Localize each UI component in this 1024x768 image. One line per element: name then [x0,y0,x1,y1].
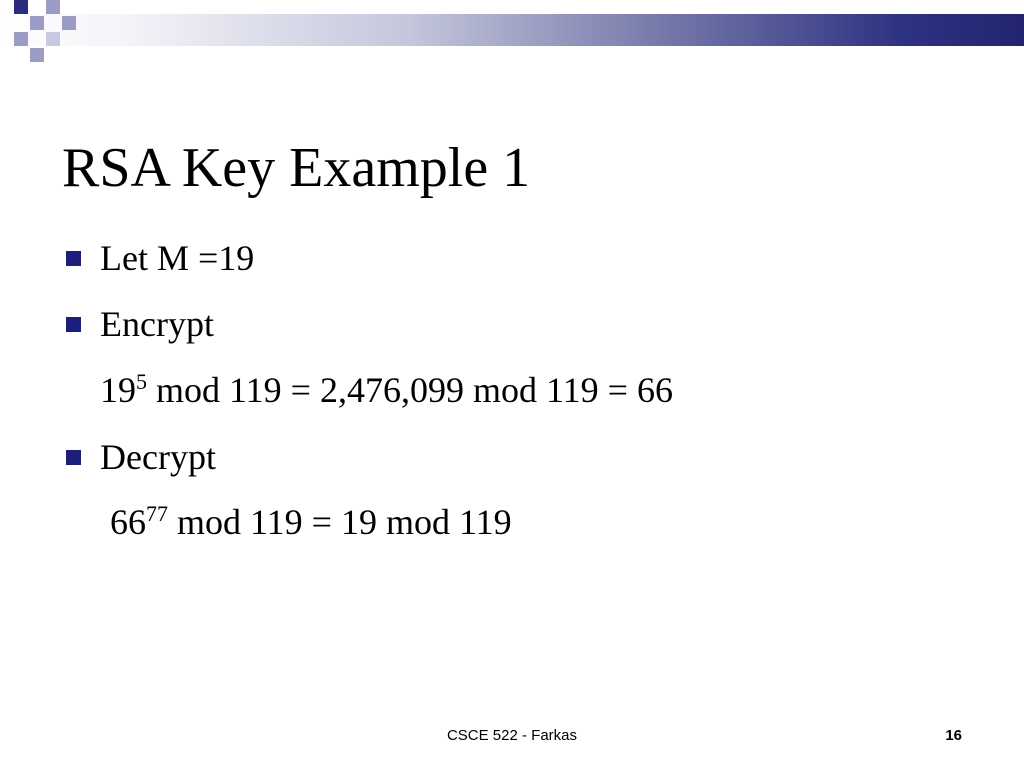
footer-page-number: 16 [945,727,962,744]
encrypt-exponent: 5 [136,369,147,394]
header-gradient-bar [0,14,1024,46]
decrypt-base: 66 [110,502,146,542]
bullet-decrypt: Decrypt [100,437,216,477]
corner-squares-decoration [0,0,90,70]
bullet-square-icon [66,450,81,465]
decrypt-rest: mod 119 = 19 mod 119 [168,502,512,542]
bullet-square-icon [66,317,81,332]
encrypt-computation [100,369,673,411]
encrypt-base: 19 [100,370,136,410]
bullet-square-icon [66,251,81,266]
bullet-encrypt: Encrypt [100,304,214,344]
slide-title: RSA Key Example 1 [62,137,531,199]
decrypt-computation [110,501,512,543]
footer-course: CSCE 522 - Farkas [446,727,578,744]
encrypt-rest: mod 119 = 2,476,099 mod 119 = 66 [147,370,673,410]
decrypt-exponent: 77 [146,501,168,526]
bullet-let-m: Let M =19 [100,238,255,278]
